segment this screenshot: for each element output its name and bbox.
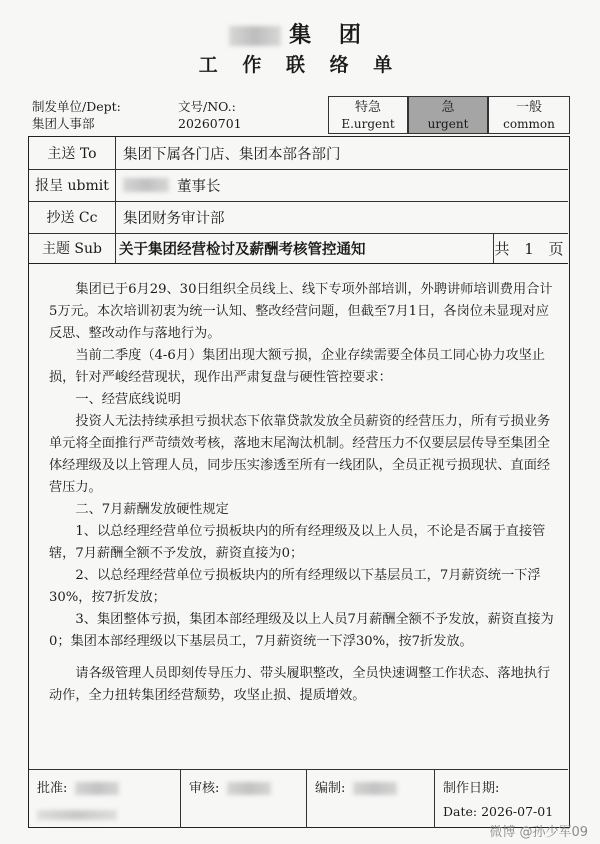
cc-value: 集团财务审计部 (123, 210, 225, 227)
date-label: 制作日期: (443, 781, 500, 796)
to-row (29, 137, 568, 170)
author-cell (307, 770, 435, 828)
subject-value: 关于集团经营检讨及薪酬考核管控通知 (119, 240, 366, 258)
redacted-name (123, 178, 169, 192)
redacted-signature (75, 782, 119, 795)
section-heading-1: 一、经营底线说明 (75, 392, 181, 407)
company-suffix: 集 团 (289, 22, 371, 48)
date-value: Date: 2026-07-01 (443, 804, 554, 819)
rule-item-1: 1、以总经理经营单位亏损板块内的所有经理级及以上人员，不论是否属于直接管辖，7月薪酬全额不予发放，薪资直接为0； (49, 524, 546, 561)
header-row (28, 96, 570, 136)
submit-value-wrap (123, 169, 221, 201)
signature-row (29, 769, 568, 828)
cc-row (29, 201, 568, 234)
company-name (0, 18, 600, 49)
notice-body (49, 279, 554, 707)
rule-item-3: 3、集团整体亏损，集团本部经理级及以上人员7月薪酬全额不予发放，薪资直接为0；集团本部经理级以下基层员工，7月薪资统一下浮30%，按7折发放。 (49, 612, 554, 649)
author-label: 编制: (315, 781, 346, 796)
review-label: 审核: (189, 781, 220, 796)
urgency-en: common (503, 117, 555, 131)
form-table (28, 136, 570, 828)
approve-label: 批准: (37, 781, 68, 796)
submit-value: 董事长 (177, 178, 221, 195)
redacted-company-prefix (229, 26, 281, 46)
review-cell (181, 770, 307, 828)
urgency-cn: 急 (441, 100, 455, 115)
paragraph-intro: 集团已于6月29、30日组织全员线上、线下专项外部培训，外聘讲师培训费用合计5万元。本次培训初衷为统一认知、整改经营问题，但截至7月1日，各岗位未显现对应反思、整改动作与落地行为。 (49, 282, 553, 341)
date-cell (435, 770, 568, 828)
document-title: 工 作 联 络 单 (198, 54, 402, 76)
cc-label: 抄送 Cc (29, 201, 116, 233)
subject-row (29, 233, 568, 264)
paragraph-situation: 当前二季度（4-6月）集团出现大额亏损，企业存续需要全体员工同心协力攻坚止损，针对严峻经营现状，现作出严肃复盘与硬性管控要求： (49, 348, 545, 385)
urgency-cn: 特急 (354, 100, 381, 115)
spacer (49, 653, 554, 663)
to-label: 主送 To (29, 137, 116, 169)
docno-label: 文号/NO.: (178, 99, 236, 114)
dept-value: 集团人事部 (32, 116, 95, 131)
urgency-en: E.urgent (341, 117, 395, 131)
to-value: 集团下属各门店、集团本部各部门 (123, 146, 341, 163)
urgency-extra-urgent (328, 96, 408, 134)
section-heading-2: 二、7月薪酬发放硬性规定 (75, 502, 229, 517)
urgency-urgent-selected (408, 96, 488, 134)
submit-label: 报呈 ubmit (29, 169, 116, 201)
approve-cell (29, 770, 181, 828)
redacted-signature (227, 782, 271, 795)
urgency-common (488, 96, 570, 134)
subject-label: 主题 Sub (29, 233, 116, 263)
docno-value: 20260701 (178, 116, 242, 131)
dept-label: 制发单位/Dept: (32, 99, 121, 114)
dept-block (32, 98, 121, 132)
submit-row (29, 169, 568, 202)
rule-item-2: 2、以总经理经营单位亏损板块内的所有经理级以下基层员工，7月薪资统一下浮30%，按7折发放； (49, 568, 541, 605)
paragraph-bottom-line: 投资人无法持续承担亏损状态下依靠贷款发放全员薪资的经营压力，所有亏损业务单元将全面推行严苛绩效考核，落地末尾淘汰机制。经营压力不仅要层层传导至集团全体经理级及以上管理人员，同步压实渗透至所有一线团队，全员正视亏损现状、直面经营压力。 (49, 414, 551, 495)
paragraph-closing: 请各级管理人员即刻传导压力、带头履职整改，全员快速调整工作状态、落地执行动作，全力扭转集团经营颓势，攻坚止损、提质增效。 (49, 666, 551, 703)
urgency-en: urgent (427, 117, 469, 131)
weibo-watermark: 微博 @孙少军09 (489, 825, 588, 840)
redacted-signature (353, 782, 397, 795)
redacted-signature-line (37, 810, 117, 820)
page-count: 共 1 页 (493, 233, 569, 263)
docno-block (178, 98, 242, 132)
urgency-cn: 一般 (515, 100, 542, 115)
